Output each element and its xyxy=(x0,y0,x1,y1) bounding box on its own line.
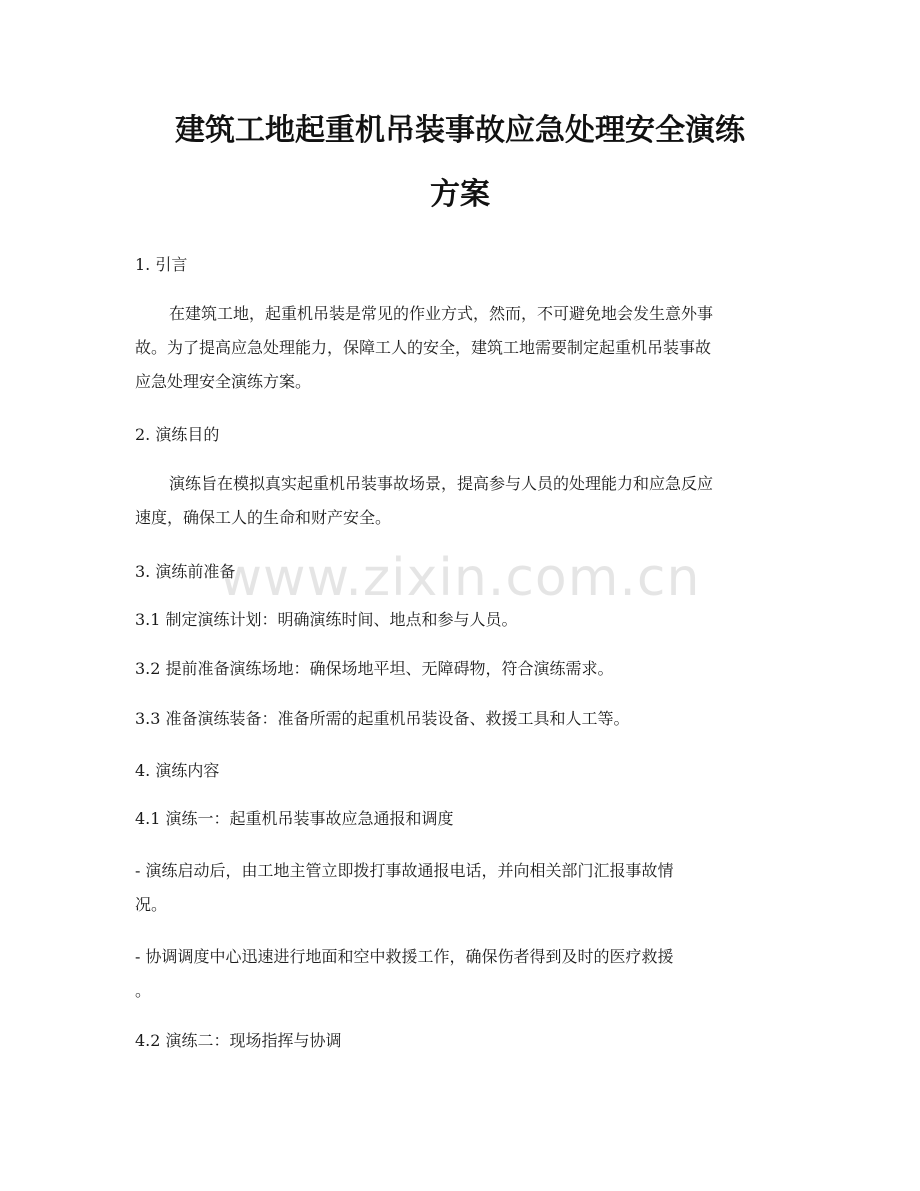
section-4-2: 4.2 演练二：现场指挥与协调 xyxy=(135,1031,342,1050)
watermark: www.zixin.com.cn xyxy=(219,548,701,608)
paragraph-line: 演练旨在模拟真实起重机吊装事故场景，提高参与人员的处理能力和应急反应 xyxy=(169,474,714,493)
section-3-2: 3.2 提前准备演练场地：确保场地平坦、无障碍物，符合演练需求。 xyxy=(135,659,614,678)
paragraph-line: 况。 xyxy=(135,895,168,914)
paragraph-line: - 协调调度中心迅速进行地面和空中救援工作，确保伤者得到及时的医疗救援 xyxy=(135,947,674,966)
paragraph-line: 速度，确保工人的生命和财产安全。 xyxy=(135,508,392,527)
section-1-heading: 1. 引言 xyxy=(135,255,188,274)
section-4-1-bullet-2 xyxy=(135,940,785,1008)
paragraph-line: 。 xyxy=(135,981,152,1000)
section-3-1: 3.1 制定演练计划：明确演练时间、地点和参与人员。 xyxy=(135,610,518,629)
paragraph-line: 在建筑工地，起重机吊装是常见的作业方式，然而，不可避免地会发生意外事 xyxy=(169,304,714,323)
document-title-line-2: 方案 xyxy=(430,177,490,212)
section-4-heading: 4. 演练内容 xyxy=(135,761,220,780)
paragraph-line: 应急处理安全演练方案。 xyxy=(135,372,312,391)
section-2-paragraph xyxy=(135,467,785,535)
paragraph-line: - 演练启动后，由工地主管立即拨打事故通报电话，并向相关部门汇报事故情 xyxy=(135,861,674,880)
section-4-1-bullet-1 xyxy=(135,854,785,922)
section-1-paragraph xyxy=(135,297,785,399)
section-3-3: 3.3 准备演练装备：准备所需的起重机吊装设备、救援工具和人工等。 xyxy=(135,709,630,728)
section-4-1: 4.1 演练一：起重机吊装事故应急通报和调度 xyxy=(135,809,454,828)
section-3-heading: 3. 演练前准备 xyxy=(135,562,236,581)
document-title-line-1: 建筑工地起重机吊装事故应急处理安全演练 xyxy=(175,113,745,148)
section-2-heading: 2. 演练目的 xyxy=(135,425,220,444)
paragraph-line: 故。为了提高应急处理能力，保障工人的安全，建筑工地需要制定起重机吊装事故 xyxy=(135,338,712,357)
